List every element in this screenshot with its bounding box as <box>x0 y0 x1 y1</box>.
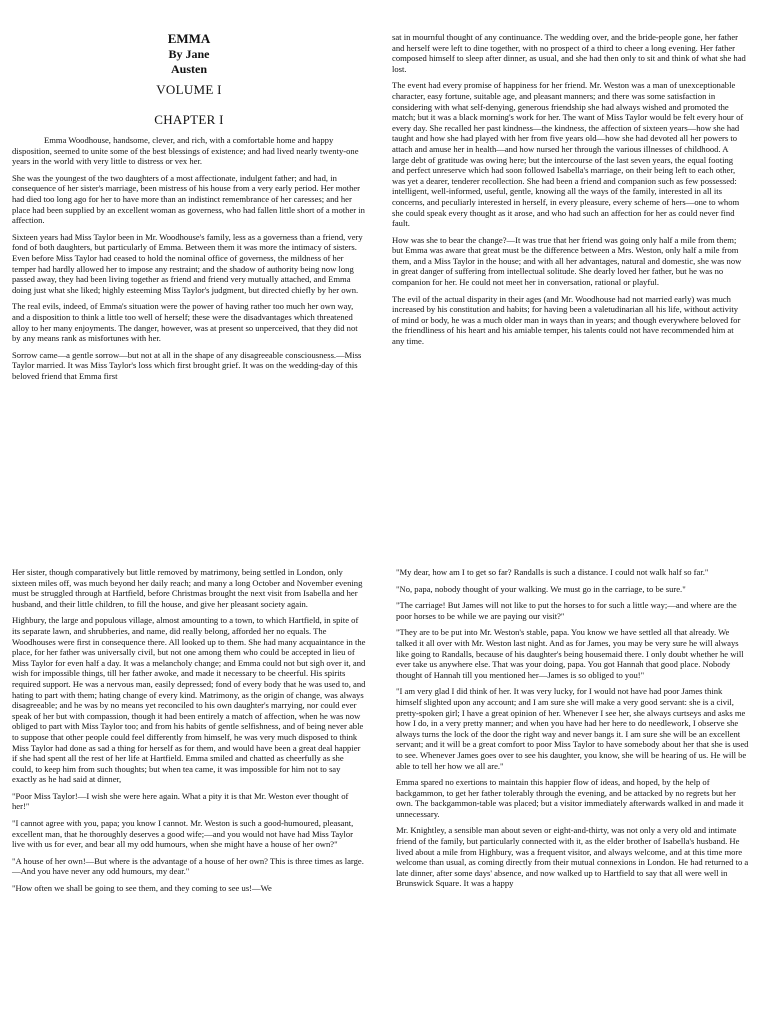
paragraph: Emma Woodhouse, handsome, clever, and rich, with a comfortable home and happy disposition, seemed to unite some of the best blessings of existence; and had lived nearly twenty-one years in the world with very little to distress or vex her. <box>12 135 359 167</box>
paragraph: The event had every promise of happiness for her friend. Mr. Weston was a man of unexceptionable character, easy fortune, suitable age, and pleasant manners; and there was some satisfaction in considering with what self-denying, generous friendship she had always wished and promoted the match; but it was a black morning's work for her. The want of Miss Taylor would be felt every hour of every day. She recalled her past kindness—the kindness, the affection of sixteen years—how she had taught and how she had played with her from five years old—how she had devoted all her powers to attach and amuse her in health—and how nursed her through the various illnesses of childhood. A large debt of gratitude was owing here; but the intercourse of the last seven years, the equal footing and perfect unreserve which had soon followed Isabella's marriage, on their being left to each other, was yet a dearer, tenderer recollection. She had been a friend and companion such as few possessed: intelligent, well-informed, useful, gentle, knowing all the ways of the family, interested in all its concerns, and peculiarly interested in herself, in every pleasure, every scheme of hers—one to whom she could speak every thought as it arose, and who had such an affection for her as could never find fault. <box>392 80 744 229</box>
paragraph: "I am very glad I did think of her. It was very lucky, for I would not have had poor James think himself slighted upon any account; and I am sure she will make a very good servant: she is a civil, pretty-spoken girl; I have a great opinion of her. Whenever I see her, she always curtseys and asks me how I do, in a very pretty manner; and when you have had her here to do needlework, I observe she always turns the lock of the door the right way and never bangs it. I am sure she will be an excellent servant; and it will be a great comfort to poor Miss Taylor to have somebody about her that she is used to see. Whenever James goes over to see his daughter, you know, she will be hearing of us. He will be able to tell her how we all are." <box>396 686 749 771</box>
volume-heading: VOLUME I <box>156 82 222 97</box>
paragraph: Sorrow came—a gentle sorrow—but not at all in the shape of any disagreeable consciousness.—Miss Taylor married. It was Miss Taylor's loss which first brought grief. It was on the wedding-day of this beloved friend that Emma first <box>12 349 362 381</box>
page-2-left-column <box>12 567 366 900</box>
paragraph: Her sister, though comparatively but little removed by matrimony, being settled in London, only sixteen miles off, was much beyond her daily reach; and many a long October and November evening must be struggled through at Hartfield, before Christmas brought the next visit from Isabella and her husband, and their little children, to fill the house, and give her pleasant society again. <box>12 567 363 609</box>
paragraph: "No, papa, nobody thought of your walking. We must go in the carriage, to be sure." <box>396 583 686 594</box>
paragraph: Highbury, the large and populous village, almost amounting to a town, to which Hartfield, in spite of its separate lawn, and shrubberies, and name, did really belong, afforded her no equals. The Woodhouses were first in consequence there. All looked up to them. She had many acquaintance in the place, for her father was universally civil, but not one among them who could be accepted in lieu of Miss Taylor for even half a day. It was a melancholy change; and Emma could not but sigh over it, and wish for impossible things, till her father awoke, and made it necessary to be cheerful. His spirits required support. He was a nervous man, easily depressed; fond of every body that he was used to, and hating to part with them; hating change of every kind. Matrimony, as the origin of change, was always disagreeable; and he was by no means yet reconciled to his own daughter's marrying, nor could ever speak of her but with compassion, though it had been entirely a match of affection, when he was now obliged to part with Miss Taylor too; and from his habits of gentle selfishness, and of being never able to suppose that other people could feel differently from himself, he was very much disposed to think Miss Taylor had done as sad a thing for herself as for them, and would have been a great deal happier if she had spent all the rest of her life at Hartfield. Emma smiled and chatted as cheerfully as she could, to keep him from such thoughts; but when tea came, it was impossible for him not to say exactly as he had said at dinner, <box>12 615 366 785</box>
paragraph: Emma spared no exertions to maintain this happier flow of ideas, and hoped, by the help of backgammon, to get her father tolerably through the evening, and be attacked by no regrets but her own. The backgammon-table was placed; but a visitor immediately afterwards walked in and made it unnecessary. <box>396 777 744 819</box>
page-2 <box>0 512 768 1024</box>
paragraph: She was the youngest of the two daughters of a most affectionate, indulgent father; and had, in consequence of her sister's marriage, been mistress of his house from a very early period. Her mother had died too long ago for her to have more than an indistinct remembrance of her caresses; and her place had been supplied by an excellent woman as governess, who had fallen little short of a mother in affection. <box>12 172 365 226</box>
paragraph: "How often we shall be going to see them, and they coming to see us!—We <box>12 883 272 894</box>
chapter-heading: CHAPTER I <box>154 112 224 127</box>
paragraph: Sixteen years had Miss Taylor been in Mr. Woodhouse's family, less as a governess than a friend, very fond of both daughters, but particularly of Emma. Between them it was more the intimacy of sisters. Even before Miss Taylor had ceased to hold the nominal office of governess, the mildness of her temper had hardly allowed her to impose any restraint; and the shadow of authority being now long passed away, they had been living together as friend and friend very mutually attached, and Emma doing just what she liked; highly esteeming Miss Taylor's judgment, but directed chiefly by her own. <box>12 231 363 295</box>
paragraph: "The carriage! But James will not like to put the horses to for such a little way;—and where are the poor horses to be while we are paying our visit?" <box>396 600 737 621</box>
title-block <box>12 30 366 129</box>
page-2-right-column <box>396 567 750 895</box>
author-line-1: By Jane <box>168 47 210 61</box>
paragraph: sat in mournful thought of any continuance. The wedding over, and the bride-people gone, her father and herself were left to dine together, with no prospect of a third to cheer a long evening. Her father composed himself to sleep after dinner, as usual, and she had then only to sit and think of what she had lost. <box>392 32 746 74</box>
paragraph: "They are to be put into Mr. Weston's stable, papa. You know we have settled all that already. We talked it all over with Mr. Weston last night. And as for James, you may be very sure he will always like going to Randalls, because of his daughter's being housemaid there. I only doubt whether he will ever take us anywhere else. That was your doing, papa. You got Hannah that good place. Nobody thought of Hannah till you mentioned her—James is so obliged to you!" <box>396 627 744 680</box>
author-line-2: Austen <box>170 62 207 76</box>
paragraph: Mr. Knightley, a sensible man about seven or eight-and-thirty, was not only a very old and intimate friend of the family, but particularly connected with it, as the elder brother of Isabella's husband. He lived about a mile from Highbury, was a frequent visitor, and always welcome, and at this time more welcome than usual, as coming directly from their mutual connexions in London. He had returned to a late dinner, after some days' absence, and now walked up to Hartfield to say that all were well in Brunswick Square. It was a happy <box>396 825 749 889</box>
page-1-left-column <box>12 30 366 387</box>
paragraph: "A house of her own!—But where is the advantage of a house of her own? This is three times as large.—And you have never any odd humours, my dear." <box>12 855 364 877</box>
paragraph: "Poor Miss Taylor!—I wish she were here again. What a pity it is that Mr. Weston ever thought of her!" <box>12 790 349 812</box>
paragraph: "I cannot agree with you, papa; you know I cannot. Mr. Weston is such a good-humoured, pleasant, excellent man, that he thoroughly deserves a good wife;—and you would not have had Miss Taylor live with us for ever, and bear all my odd humours, when she might have a house of her own?" <box>12 818 354 850</box>
paragraph: The real evils, indeed, of Emma's situation were the power of having rather too much her own way, and a disposition to think a little too well of herself; these were the disadvantages which threatened alloy to her many enjoyments. The danger, however, was at present so unperceived, that they did not by any means rank as misfortunes with her. <box>12 301 358 344</box>
paragraph: How was she to bear the change?—It was true that her friend was going only half a mile from them; but Emma was aware that great must be the difference between a Mrs. Weston, only half a mile from them, and a Miss Taylor in the house; and with all her advantages, natural and domestic, she was now in great danger of suffering from intellectual solitude. She dearly loved her father, but he was no companion for her. He could not meet her in conversation, rational or playful. <box>392 234 742 288</box>
page-1-right-column <box>392 32 746 353</box>
paragraph: "My dear, how am I to get so far? Randalls is such a distance. I could not walk half so far." <box>396 567 709 577</box>
paragraph: The evil of the actual disparity in their ages (and Mr. Woodhouse had not married early) was much increased by his constitution and habits; for having been a valetudinarian all his life, without activity of mind or body, he was a much older man in ways than in years; and though everywhere beloved for the friendliness of his heart and his amiable temper, his talents could not have recommended him at any time. <box>392 293 741 347</box>
book-title: EMMA <box>167 31 211 46</box>
